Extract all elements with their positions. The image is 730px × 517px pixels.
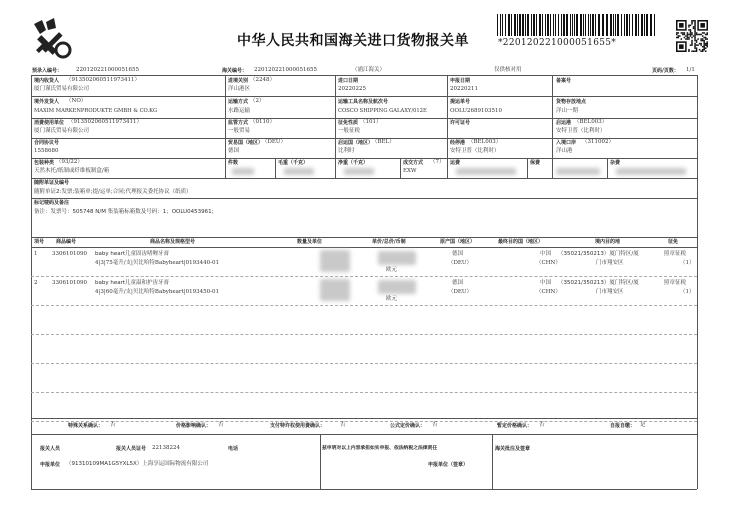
origin-country-label: 启运国（地区） — [338, 140, 374, 146]
net-weight-label: 净重（千克） — [338, 160, 369, 166]
row-line — [31, 421, 697, 422]
col-header-destination: 最终目的国（地区） — [498, 239, 544, 245]
col-header-price: 单价/总价/币制 — [372, 239, 406, 245]
item-code: 3306101090 — [52, 280, 87, 286]
special-relation: 否 — [110, 422, 116, 428]
frame-right — [697, 75, 698, 489]
trade-country-label: 贸易国（地区） — [228, 140, 264, 146]
net-weight-redacted — [344, 168, 374, 175]
customs-emblem-icon — [30, 16, 74, 60]
row-line — [31, 392, 697, 393]
trade-country: 德国 — [228, 148, 240, 154]
record-no-label: 备案号 — [556, 78, 572, 84]
item-destination: 中国 — [540, 251, 552, 257]
bl-label: 提运单号 — [450, 99, 471, 105]
agent-seal-label: 申报单位（签章） — [428, 462, 469, 468]
entry-border: 洋山港 — [556, 148, 573, 154]
row-line — [31, 334, 697, 335]
item-destination: 中国 — [540, 280, 552, 286]
item-no: 1 — [34, 251, 38, 257]
formula-price: 否 — [432, 422, 438, 428]
customs-note-label: 海关批注及签章 — [495, 446, 531, 452]
shipper-label: 境外发货人 — [34, 99, 60, 105]
supervision-code: （0110） — [250, 119, 275, 125]
remarks-label: 标记唛码及备注 — [34, 200, 70, 206]
price-effect-label: 价格影响确认： — [176, 423, 212, 429]
declare-date: 20220211 — [450, 86, 478, 92]
declarant-label: 报关人员 — [40, 446, 61, 452]
deal-label: 成交方式 — [403, 160, 424, 166]
item-levy: 照章征税 — [664, 251, 687, 257]
agent-label: 申报单位 — [40, 462, 61, 468]
royalty: 否 — [340, 422, 346, 428]
col-header-origin: 原产国（地区） — [440, 239, 476, 245]
pieces-redacted — [232, 168, 254, 175]
item-levy: 照章征税 — [664, 280, 687, 286]
col-header-no: 项号 — [34, 239, 45, 245]
frame-top — [31, 75, 697, 76]
vessel: COSCO SHIPPING GALAXY/012E — [338, 108, 427, 114]
col-header-quantity: 数量及单位 — [297, 239, 323, 245]
transit-port: 安特卫普（比利时） — [450, 148, 500, 154]
remarks: 备注：发票号：505748 N/M 集装箱标箱数及号码：1；OOLU0453961; — [34, 209, 214, 215]
customs-number: 220120221000051655 — [254, 67, 317, 73]
col-header-name: 商品名称及规格型号 — [150, 239, 196, 245]
misc-redacted — [616, 168, 686, 175]
storage: 洋山一期 — [556, 108, 579, 114]
consumer-label: 消费使用单位 — [34, 120, 65, 126]
deal-code: （7） — [430, 159, 445, 165]
pre-entry-label: 预录入编号： — [32, 68, 63, 74]
item-domestic: （35021/350213）厦门特区/厦 — [558, 280, 639, 286]
col-header-domestic: 境内目的地 — [595, 239, 621, 245]
provisional-price-label: 暂定价格确认： — [497, 423, 533, 429]
package: 天然木托/纸制或纤维板制盒/箱 — [34, 168, 110, 174]
pre-entry-number: 220120221000051655 — [76, 67, 139, 73]
declarant-cert: 22138224 — [152, 445, 180, 451]
package-code: （93/22） — [56, 159, 83, 165]
dep-port-code: （BEL003） — [574, 119, 608, 125]
declarant-cert-label: 报关人员证号 — [116, 446, 147, 452]
documents-label: 随附单证及编号 — [34, 180, 70, 186]
entry-port-label: 进境关别 — [228, 78, 249, 84]
license-label: 许可证号 — [450, 120, 471, 126]
consumer-name: 厦门谨氏贸易有限公司 — [34, 128, 90, 134]
freight-label: 运费 — [450, 160, 461, 166]
entry-border-code: （311002） — [582, 139, 614, 145]
item-code: 3306101090 — [52, 251, 87, 257]
freight-redacted — [456, 168, 516, 175]
contract-label: 合同协议号 — [34, 140, 60, 146]
item-currency: 欧元 — [386, 267, 398, 273]
item-spec: 4|3|60毫升/支|贝比哈特Babyheart|0193450-01 — [95, 289, 219, 295]
entry-port: 洋山港区 — [228, 86, 251, 92]
item-origin: 德国 — [452, 280, 464, 286]
price-effect: 否 — [218, 422, 224, 428]
insurance-label: 保费 — [530, 160, 541, 166]
declaration-statement: 兹申明对以上内容承担如实申报、依法纳税之法律责任 — [322, 446, 438, 451]
agent: （91310109MA1G5YXL5X）上海享运国际物流有限公司 — [66, 461, 209, 467]
consignee-code: （913502060511973411） — [66, 77, 140, 83]
row-line — [31, 434, 697, 435]
col-header-levy: 征免 — [668, 239, 679, 245]
gross-weight-redacted — [284, 168, 314, 175]
item-spec: 4|3|75毫升/支|贝比哈特Babyheart|0193440-01 — [95, 260, 219, 266]
col-header-code: 商品编号 — [56, 239, 77, 245]
quantity-redacted — [320, 279, 350, 301]
row-line — [31, 276, 697, 277]
origin-country: 比利时 — [338, 148, 355, 154]
row-line — [31, 363, 697, 364]
barcode-text: *220120221000051655* — [498, 38, 617, 48]
documents: 随附单证2:发票;装箱单;提/运单;合同;代理报关委托协议（纸质） — [34, 189, 192, 195]
item-levy-code: （1） — [680, 289, 695, 295]
page-value: 1/1 — [686, 67, 695, 73]
consumer-code: （913502060511973411） — [68, 119, 142, 125]
misc-label: 杂费 — [610, 160, 621, 166]
special-relation-label: 特殊关系确认： — [68, 423, 104, 429]
col-line — [527, 158, 528, 178]
dep-port-label: 启运港 — [556, 120, 572, 126]
item-name: baby heart儿童温和护齿牙膏 — [95, 280, 170, 286]
item-destination-code: （CHN） — [536, 260, 561, 266]
item-currency: 欧元 — [386, 296, 398, 302]
row-line — [31, 198, 697, 199]
vessel-label: 运输工具名称及航次号 — [338, 99, 389, 105]
qr-code-image — [676, 20, 708, 52]
transport-mode-code: （2） — [250, 98, 265, 104]
frame-bottom — [31, 489, 697, 490]
col-line — [400, 158, 401, 178]
barcode-image — [497, 14, 659, 40]
supervision-label: 监管方式 — [228, 120, 249, 126]
item-destination-code: （CHN） — [536, 289, 561, 295]
import-date-label: 进口日期 — [338, 78, 359, 84]
col-line — [335, 138, 336, 178]
item-domestic-2: 门市翔安区 — [596, 260, 624, 266]
transport-mode-label: 运输方式 — [228, 99, 249, 105]
contract: 1558680 — [34, 148, 59, 154]
col-line — [492, 434, 493, 489]
row-line — [31, 96, 697, 97]
transit-port-label: 经停港 — [450, 140, 466, 146]
self-pay-label: 自报自缴： — [610, 423, 636, 429]
col-line — [320, 434, 321, 489]
shipper-name: MAXIM MARKENPRODUKTE GMBH & CO.KG — [34, 108, 158, 114]
levy-code: （101） — [360, 119, 382, 125]
item-origin-code: （DEU） — [448, 260, 473, 266]
formula-price-label: 公式定价确认： — [390, 423, 426, 429]
row-line — [31, 418, 697, 419]
row-line — [31, 158, 697, 159]
customs-number-label: 海关编号： — [222, 68, 248, 74]
page-label: 页码/页数： — [652, 68, 679, 74]
item-domestic: （35021/350213）厦门特区/厦 — [558, 251, 639, 257]
row-line — [31, 237, 697, 238]
customs-name: （浦江海关） — [352, 67, 386, 73]
document-title: 中华人民共和国海关进口货物报关单 — [237, 33, 469, 49]
royalty-label: 支付特许权使用费确认： — [270, 423, 326, 429]
price-redacted — [378, 251, 416, 265]
item-domestic-2: 门市翔安区 — [596, 289, 624, 295]
pieces-label: 件数 — [228, 160, 239, 166]
supervision: 一般贸易 — [228, 128, 251, 134]
row-line — [31, 247, 697, 248]
levy-label: 征免性质 — [338, 120, 359, 126]
item-no: 2 — [34, 280, 38, 286]
item-levy-code: （1） — [680, 260, 695, 266]
phone-label: 电话 — [228, 446, 239, 452]
verify-note: 仅供核对用 — [494, 67, 522, 73]
trade-country-code: （DEU） — [262, 139, 287, 145]
levy: 一般征税 — [338, 128, 361, 134]
transport-mode: 水路运输 — [228, 108, 251, 114]
price-redacted — [378, 280, 416, 294]
consignee-name: 厦门谨氏贸易有限公司 — [34, 86, 90, 92]
storage-label: 货物存放地点 — [556, 99, 587, 105]
gross-weight-label: 毛重（千克） — [278, 160, 309, 166]
bl-number: OOLU2689103510 — [450, 108, 502, 114]
provisional-price: 否 — [539, 422, 545, 428]
col-line — [447, 138, 448, 178]
col-line — [225, 138, 226, 178]
insurance-redacted — [556, 168, 600, 175]
item-origin-code: （DEU） — [448, 289, 473, 295]
import-date: 20220225 — [338, 86, 366, 92]
quantity-redacted — [320, 250, 350, 272]
dep-port: 安特卫普（比利时） — [556, 128, 606, 134]
self-pay: 是 — [640, 422, 646, 428]
col-line — [607, 158, 608, 178]
consignee-label: 境内收货人 — [34, 78, 60, 84]
entry-port-code: （2248） — [250, 77, 275, 83]
item-name: baby heart儿童固齿啫喱牙膏 — [95, 251, 170, 257]
shipper-code: （NO） — [66, 98, 87, 104]
origin-country-code: （BEL） — [372, 139, 395, 145]
deal: EXW — [403, 168, 417, 174]
item-origin: 德国 — [452, 251, 464, 257]
declare-date-label: 申报日期 — [450, 78, 471, 84]
col-line — [275, 158, 276, 178]
transit-port-code: （BEL003） — [468, 139, 502, 145]
row-line — [31, 178, 697, 179]
row-line — [31, 305, 697, 306]
package-label: 包装种类 — [34, 160, 55, 166]
col-line — [552, 75, 553, 178]
entry-border-label: 入境口岸 — [556, 140, 577, 146]
